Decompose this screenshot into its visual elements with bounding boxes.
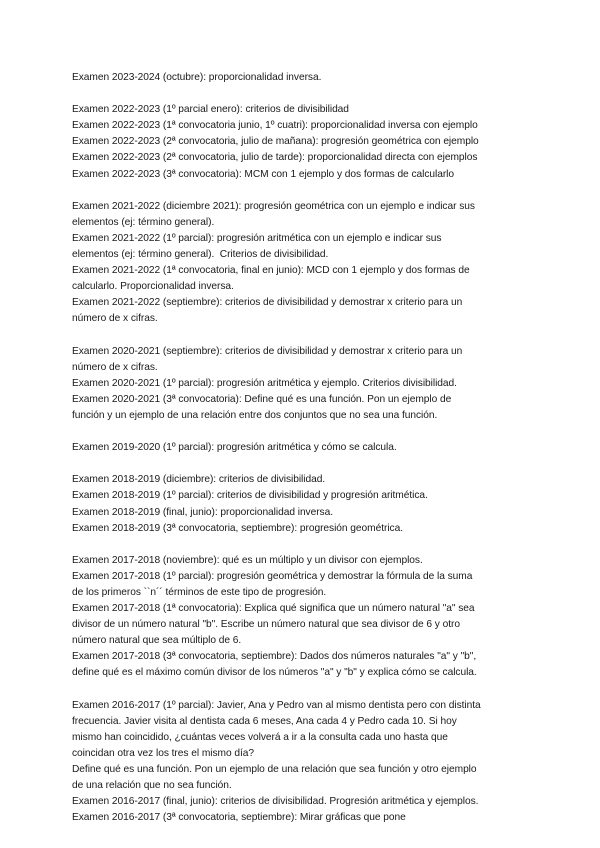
text-line: Examen 2021-2022 (1º parcial): progresión aritmética con un ejemplo e indicar sus [72,232,442,244]
text-line: número de x cifras. [72,361,158,373]
text-line: Examen 2020-2021 (1º parcial): progresión aritmética y ejemplo. Criterios divisibilidad. [72,377,457,389]
text-line: Examen 2016-2017 (1º parcial): Javier, Ana y Pedro van al mismo dentista pero con distinta [72,699,481,711]
document-page [72,70,534,843]
text-line: Examen 2019-2020 (1º parcial): progresión aritmética y cómo se calcula. [72,442,397,454]
text-line: número natural que sea múltiplo de 6. [72,635,242,647]
text-line: Examen 2021-2022 (diciembre 2021): progresión geométrica con un ejemplo e indicar sus [72,200,475,212]
text-line: Examen 2017-2018 (noviembre): qué es un múltiplo y un divisor con ejemplos. [72,554,423,566]
text-line: Examen 2023-2024 (octubre): proporcionalidad inversa. [72,72,322,83]
paragraph-2022-2023 [72,102,534,182]
text-line: Examen 2017-2018 (1ª convocatoria): Explica qué significa que un número natural "a" sea [72,603,475,615]
paragraph-2021-2022 [72,199,534,328]
paragraph-2017-2018 [72,553,534,682]
text-line: Examen 2022-2023 (2ª convocatoria, julio de tarde): proporcionalidad directa con ejemplos [72,152,478,164]
paragraph-2019-2020 [72,440,534,456]
paragraph-2020-2021 [72,344,534,424]
text-line: Examen 2018-2019 (3ª convocatoria, septiembre): progresión geométrica. [72,522,403,534]
text-line: elementos (ej: término general). [72,216,215,228]
text-line: elementos (ej: término general). Criterios de divisibilidad. [72,249,329,261]
text-line: Examen 2016-2017 (final, junio): criterios de divisibilidad. Progresión aritmética y ejemplos. [72,796,479,808]
text-line: Examen 2020-2021 (septiembre): criterios de divisibilidad y demostrar x criterio para un [72,345,463,357]
text-line: define qué es el máximo común divisor de los números "a" y "b" y explica cómo se calcula. [72,667,477,679]
text-line: número de x cifras. [72,313,158,325]
text-line: Examen 2022-2023 (2ª convocatoria, julio de mañana): progresión geométrica con ejemplo [72,136,479,148]
text-line: Examen 2018-2019 (final, junio): proporcionalidad inversa. [72,506,334,518]
text-line: Examen 2022-2023 (1ª convocatoria junio, 1º cuatri): proporcionalidad inversa con ejemplo [72,120,478,132]
text-line: de una relación que no sea función. [72,780,232,792]
text-line: Examen 2016-2017 (3ª convocatoria, septiembre): Mirar gráficas que pone [72,812,406,824]
paragraph-2023-2024 [72,70,534,86]
paragraph-2016-2017 [72,698,534,827]
text-line: Examen 2018-2019 (diciembre): criterios de divisibilidad. [72,474,326,486]
text-line: calcularlo. Proporcionalidad inversa. [72,281,234,293]
text-line: Examen 2018-2019 (1º parcial): criterios de divisibilidad y progresión aritmética. [72,490,428,502]
text-line: Define qué es una función. Pon un ejemplo de una relación que sea función y otro ejemplo [72,764,477,776]
text-line: Examen 2021-2022 (septiembre): criterios de divisibilidad y demostrar x criterio para un [72,297,463,309]
text-line: Examen 2022-2023 (3ª convocatoria): MCM con 1 ejemplo y dos formas de calcularlo [72,168,454,180]
text-line: función y un ejemplo de una relación entre dos conjuntos que no sea una función. [72,409,438,421]
text-line: divisor de un número natural "b". Escribe un número natural que sea divisor de 6 y otro [72,619,460,631]
text-line: Examen 2017-2018 (1º parcial): progresión geométrica y demostrar la fórmula de la suma [72,570,473,582]
text-line: Examen 2020-2021 (3ª convocatoria): Define qué es una función. Pon un ejemplo de [72,393,452,405]
text-line: coincidan otra vez los tres el mismo día? [72,747,254,759]
text-line: frecuencia. Javier visita al dentista cada 6 meses, Ana cada 4 y Pedro cada 10. Si hoy [72,715,457,727]
paragraph-2018-2019 [72,472,534,536]
text-line: Examen 2017-2018 (3ª convocatoria, septiembre): Dados dos números naturales "a" y "b", [72,651,477,663]
text-line: mismo han coincidido, ¿cuántas veces volverá a ir a la consulta cada uno hasta que [72,731,448,743]
text-line: Examen 2021-2022 (1ª convocatoria, final en junio): MCD con 1 ejemplo y dos formas de [72,265,470,277]
text-line: Examen 2022-2023 (1º parcial enero): criterios de divisibilidad [72,104,349,116]
text-line: de los primeros ``n´´ términos de este tipo de progresión. [72,587,327,598]
